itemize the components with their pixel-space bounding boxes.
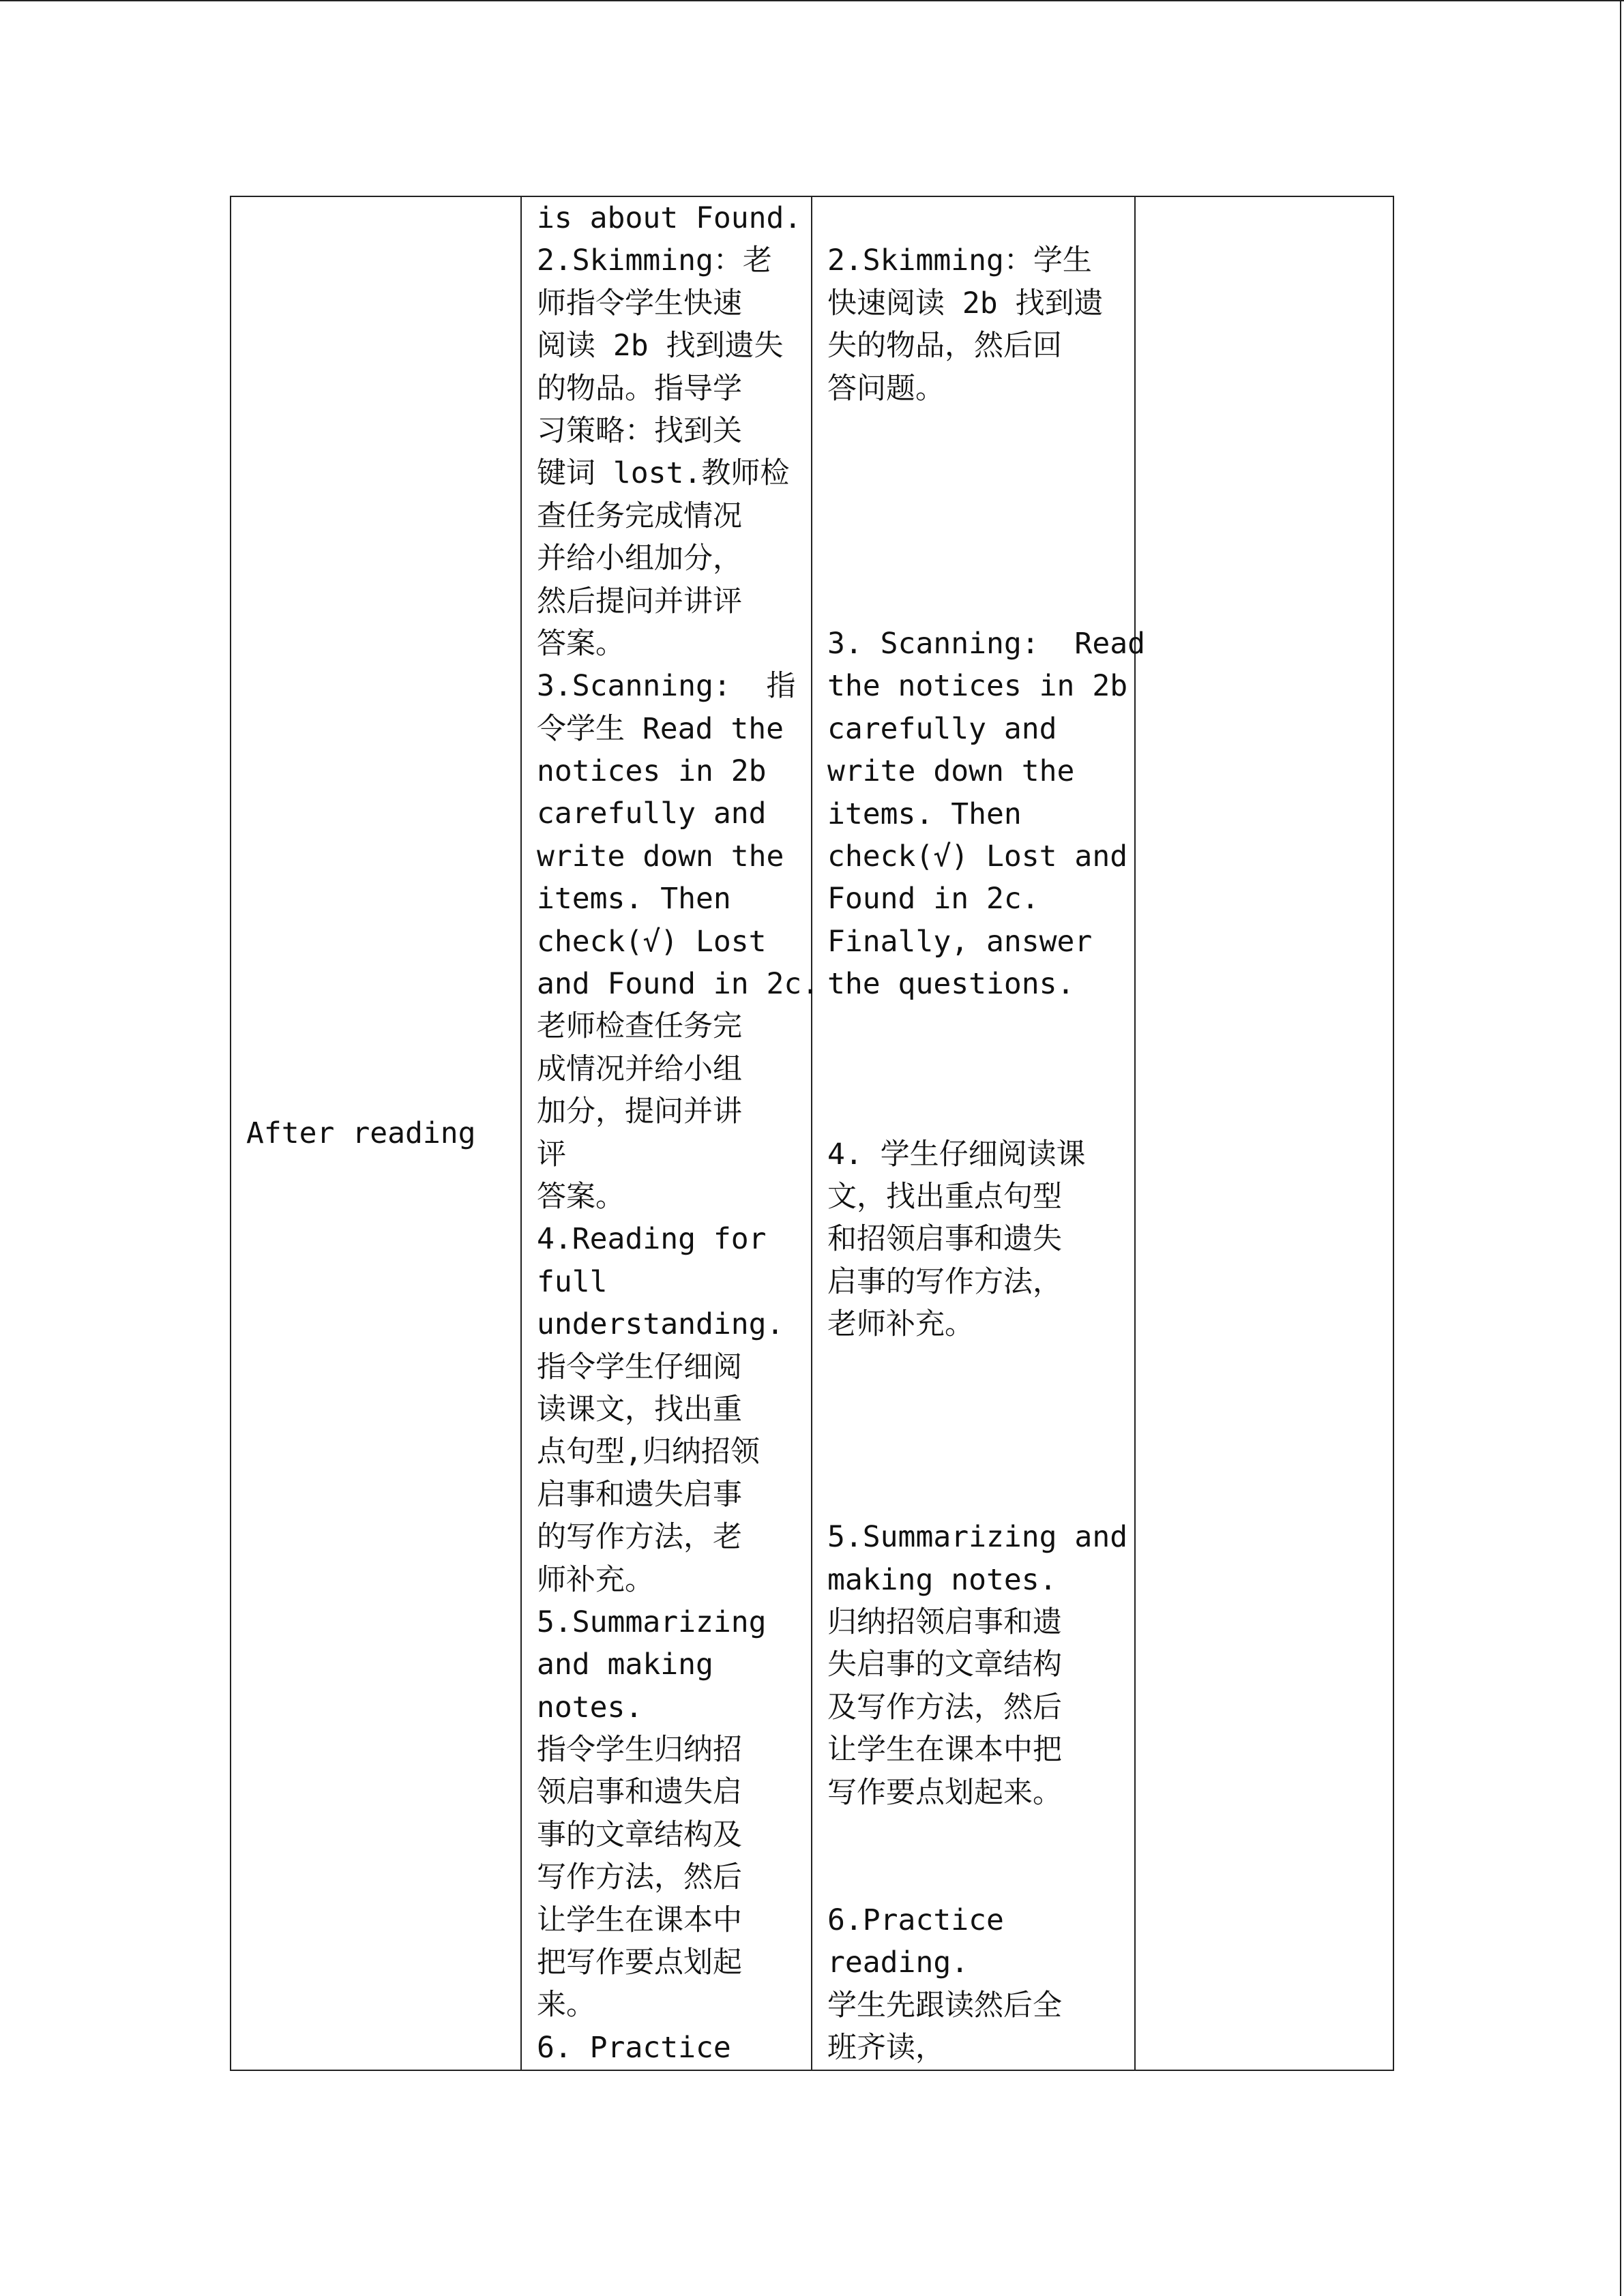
student-line: 2.Skimming：学生 <box>827 243 1092 278</box>
teacher-line: 读课文，找出重 <box>537 1392 742 1427</box>
student-block-gap <box>827 1005 1127 1133</box>
student-line: 写作要点划起来。 <box>827 1775 1062 1810</box>
teacher-line: understanding. <box>537 1307 784 1342</box>
teacher-line: 领启事和遗失启 <box>537 1775 742 1810</box>
student-line: carefully and <box>827 711 1057 746</box>
teacher-line: 6. Practice <box>537 2030 731 2065</box>
student-line: 班齐读， <box>827 2030 945 2065</box>
teacher-line: 来。 <box>537 1988 595 2023</box>
teacher-line: 答案。 <box>537 1179 625 1214</box>
teacher-activity-cell <box>521 196 820 2070</box>
student-line: 3. Scanning: Read <box>827 626 1145 661</box>
student-line: 5.Summarizing and <box>827 1520 1128 1555</box>
student-line: the questions. <box>827 967 1075 1002</box>
student-line: 答问题。 <box>827 371 945 406</box>
student-line: 归纳招领启事和遗 <box>827 1605 1062 1639</box>
student-block-gap <box>827 1346 1127 1517</box>
teacher-line: write down the <box>537 839 784 874</box>
student-block-gap <box>827 410 1127 623</box>
teacher-line: and making <box>537 1648 713 1682</box>
student-line: 及写作方法，然后 <box>827 1690 1062 1725</box>
student-line: 失启事的文章结构 <box>827 1648 1062 1682</box>
teacher-line: 把写作要点划起 <box>537 1945 742 1980</box>
student-line: 失的物品，然后回 <box>827 329 1062 363</box>
teacher-line: 答案。 <box>537 626 625 661</box>
student-line: 学生先跟读然后全 <box>827 1988 1062 2023</box>
teacher-line: notices in 2b <box>537 754 767 789</box>
teacher-line: 习策略：找到关 <box>537 413 742 448</box>
teacher-line: 让学生在课本中 <box>537 1903 742 1937</box>
teacher-line: check(√) Lost <box>537 924 767 959</box>
teacher-line: 阅读 2b 找到遗失 <box>537 329 784 363</box>
table-row <box>231 196 1393 2070</box>
student-activity-cell <box>812 196 1145 2070</box>
stage-label: After reading <box>246 1116 476 1150</box>
teacher-line: 指令学生归纳招 <box>537 1733 742 1768</box>
student-line: Finally, answer <box>827 924 1093 959</box>
teacher-line: full <box>537 1264 608 1299</box>
teacher-line: 4.Reading for <box>537 1222 767 1257</box>
stage-cell <box>231 196 521 2070</box>
student-line: reading. <box>827 1945 969 1980</box>
notes-cell <box>1135 196 1393 2070</box>
teacher-line: 评 <box>537 1137 566 1172</box>
teacher-line: 启事和遗失启事 <box>537 1477 742 1512</box>
student-line: 文，找出重点句型 <box>827 1180 1062 1214</box>
teacher-line: 的写作方法，老 <box>537 1520 742 1555</box>
student-line: making notes. <box>827 1562 1057 1597</box>
student-line: 快速阅读 2b 找到遗 <box>827 286 1104 320</box>
student-line: the notices in 2b <box>827 669 1128 704</box>
teacher-line: carefully and <box>537 796 767 831</box>
teacher-line: 写作方法，然后 <box>537 1860 742 1895</box>
student-line: items. Then <box>827 796 1022 831</box>
teacher-line: items. Then <box>537 882 731 916</box>
teacher-line: 师指令学生快速 <box>537 286 742 320</box>
teacher-line: 事的文章结构及 <box>537 1817 742 1852</box>
student-block-gap <box>827 1814 1127 1899</box>
student-line: write down the <box>827 754 1075 789</box>
student-line: 让学生在课本中把 <box>827 1733 1062 1768</box>
teacher-line: 2.Skimming：老 <box>537 243 772 278</box>
page-top-rule <box>0 0 1624 1</box>
teacher-line: 3.Scanning: 指 <box>537 669 796 704</box>
teacher-line: 然后提问并讲评 <box>537 584 742 618</box>
student-line: 老师补充。 <box>827 1307 974 1342</box>
teacher-line: 点句型,归纳招领 <box>537 1435 760 1470</box>
student-line: check(√) Lost and <box>827 839 1128 874</box>
student-line: 和招领启事和遗失 <box>827 1222 1062 1257</box>
teacher-line: and Found in 2c. <box>537 967 820 1002</box>
student-line: Found in 2c. <box>827 882 1039 916</box>
student-activity-text <box>812 197 1145 2069</box>
teacher-line: 的物品。指导学 <box>537 371 742 406</box>
teacher-line: is about Found. <box>537 201 802 235</box>
teacher-line: 加分，提问并讲 <box>537 1094 742 1129</box>
teacher-line: 令学生 Read the <box>537 711 784 746</box>
student-line: 启事的写作方法， <box>827 1264 1062 1299</box>
lesson-plan-table <box>230 196 1394 2071</box>
teacher-line: 师补充。 <box>537 1562 654 1597</box>
page-right-rule <box>1620 0 1621 2296</box>
teacher-line: 成情况并给小组 <box>537 1052 742 1086</box>
teacher-line: 键词 lost.教师检 <box>537 456 790 491</box>
student-line: 4. 学生仔细阅读课 <box>827 1137 1086 1172</box>
teacher-line: 指令学生仔细阅 <box>537 1350 742 1384</box>
teacher-line: notes. <box>537 1690 643 1725</box>
teacher-line: 老师检查任务完 <box>537 1009 742 1044</box>
teacher-activity-text <box>522 197 820 2069</box>
teacher-line: 查任务完成情况 <box>537 498 742 533</box>
teacher-line: 并给小组加分， <box>537 541 742 576</box>
student-line: 6.Practice <box>827 1903 1004 1937</box>
teacher-line: 5.Summarizing <box>537 1605 767 1639</box>
